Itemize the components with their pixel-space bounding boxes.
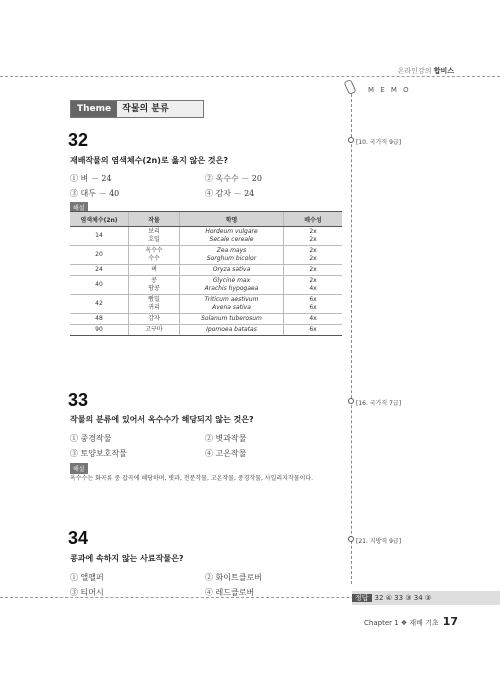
source-note-34: [21. 지방직 9급] xyxy=(356,538,402,545)
explanation-text-33: 옥수수는 화곡류 중 잡곡에 해당하며, 볏과, 전분작물, 고온작물, 중경작물, 사일리지작물이다. xyxy=(70,475,314,482)
table-row xyxy=(70,314,342,325)
ploidy-cell xyxy=(284,276,343,295)
ploidy-cell-line: 6x xyxy=(309,326,317,333)
ploidy-cell-line: 2x xyxy=(309,228,317,235)
ploidy-cell xyxy=(284,325,343,336)
ploidy-cell-line: 4x xyxy=(309,285,317,292)
source-note-32: [10. 국가직 9급] xyxy=(356,139,402,146)
table-header-row xyxy=(70,212,342,227)
ploidy-cell-line: 2x xyxy=(309,255,317,262)
scientific-name-cell xyxy=(180,227,284,246)
scientific-name-cell xyxy=(180,325,284,336)
crop-cell xyxy=(129,314,180,325)
binder-ring-icon xyxy=(343,79,356,95)
column-header: 작물 xyxy=(129,212,180,227)
question-text-32: 재배작물의 염색체수(2n)로 옳지 않은 것은? xyxy=(70,156,229,165)
ploidy-cell xyxy=(284,314,343,325)
table-row xyxy=(70,265,342,276)
scientific-name-cell xyxy=(180,276,284,295)
crop-cell-line: 고구마 xyxy=(145,326,163,333)
table-row xyxy=(70,276,342,295)
bullet-icon xyxy=(348,536,354,542)
crop-cell-line: 귀리 xyxy=(148,304,160,311)
table-row xyxy=(70,227,342,246)
option-33-3: ③ 토양보호작물 xyxy=(70,449,127,458)
theme-header xyxy=(70,100,204,118)
crop-cell xyxy=(129,246,180,265)
scientific-name-cell-line: Solanum tuberosum xyxy=(201,315,262,322)
scientific-name-cell-line: Avena sativa xyxy=(212,304,251,311)
bullet-icon xyxy=(348,137,354,143)
scientific-name-cell-line: Sorghum bicolor xyxy=(206,255,257,262)
option-34-4: ④ 레드클로버 xyxy=(205,588,255,597)
option-34-2: ② 화이트클로버 xyxy=(205,573,262,582)
question-text-34: 콩과에 속하지 않는 사료작물은? xyxy=(70,554,184,563)
top-divider xyxy=(0,76,500,77)
option-32-4: ④ 감자 － 24 xyxy=(205,189,255,198)
crop-cell xyxy=(129,295,180,314)
crop-cell-line: 콩 xyxy=(151,277,157,284)
ploidy-cell-line: 2x xyxy=(309,236,317,243)
answer-label: 정답 xyxy=(352,594,372,602)
option-33-4: ④ 고온작물 xyxy=(205,449,247,458)
question-text-33: 작물의 분류에 있어서 옥수수가 해당되지 않는 것은? xyxy=(70,415,254,424)
chromosome-count-cell: 48 xyxy=(70,314,129,325)
column-header: 염색체수(2n) xyxy=(70,212,129,227)
crop-cell-line: 보리 xyxy=(148,228,160,235)
ploidy-cell xyxy=(284,265,343,276)
chromosome-count-cell: 24 xyxy=(70,265,129,276)
ploidy-cell-line: 2x xyxy=(309,247,317,254)
option-32-2: ② 옥수수 － 20 xyxy=(205,174,262,183)
source-note-33: [16. 국가직 7급] xyxy=(356,400,402,407)
scientific-name-cell xyxy=(180,265,284,276)
chromosome-table xyxy=(70,211,342,336)
table-row xyxy=(70,295,342,314)
ploidy-cell-line: 6x xyxy=(309,304,317,311)
chromosome-count-cell: 42 xyxy=(70,295,129,314)
chromosome-count-cell: 90 xyxy=(70,325,129,336)
brand: 온라인강의 합비스 xyxy=(397,67,454,75)
crop-cell-line: 땅콩 xyxy=(148,285,160,292)
ploidy-cell-line: 6x xyxy=(309,296,317,303)
scientific-name-cell xyxy=(180,314,284,325)
scientific-name-cell xyxy=(180,295,284,314)
memo-label: M E M O xyxy=(368,86,411,94)
column-header: 배수성 xyxy=(284,212,343,227)
question-number-34: 34 xyxy=(68,528,89,548)
scientific-name-cell-line: Secale cereale xyxy=(209,236,254,243)
option-32-3: ③ 대두 － 40 xyxy=(70,189,120,198)
chromosome-count-cell: 14 xyxy=(70,227,129,246)
theme-badge: Theme xyxy=(71,101,117,117)
theme-title: 작물의 분류 xyxy=(122,104,169,114)
question-number-33: 33 xyxy=(68,390,89,410)
chromosome-count-cell: 20 xyxy=(70,246,129,265)
option-33-1: ① 중경작물 xyxy=(70,434,112,443)
ploidy-cell xyxy=(284,246,343,265)
crop-cell xyxy=(129,325,180,336)
explanation-label-33: 해설 xyxy=(70,463,88,474)
scientific-name-cell-line: Hordeum vulgare xyxy=(205,228,258,235)
column-header: 학명 xyxy=(180,212,284,227)
crop-cell-line: 호밀 xyxy=(148,236,160,243)
option-34-1: ① 앨팰퍼 xyxy=(70,573,104,582)
ploidy-cell-line: 4x xyxy=(309,315,317,322)
crop-cell-line: 빵밀 xyxy=(148,296,160,303)
crop-cell-line: 감자 xyxy=(148,315,160,322)
crop-cell-line: 옥수수 xyxy=(145,247,163,254)
scientific-name-cell-line: Glycine max xyxy=(212,277,251,284)
option-32-1: ① 벼 － 24 xyxy=(70,174,112,183)
table-row xyxy=(70,325,342,336)
scientific-name-cell-line: Arachis hypogaea xyxy=(204,285,259,292)
chromosome-count-cell: 40 xyxy=(70,276,129,295)
crop-cell-line: 수수 xyxy=(148,255,160,262)
ploidy-cell-line: 2x xyxy=(309,266,317,273)
explanation-label-32: 해설 xyxy=(70,202,88,213)
answer-text: 32 ④ 33 ③ 34 ③ xyxy=(374,594,432,602)
ploidy-cell xyxy=(284,227,343,246)
scientific-name-cell-line: Triticum aestivum xyxy=(204,296,259,303)
page-footer xyxy=(364,615,458,628)
memo-spine xyxy=(351,94,352,584)
bullet-icon xyxy=(348,398,354,404)
answer-bar xyxy=(352,591,500,605)
scientific-name-cell-line: Oryza sativa xyxy=(212,266,251,273)
crop-cell xyxy=(129,265,180,276)
chapter-label: Chapter 1 ❖ 재배 기초 xyxy=(364,619,439,627)
page-number: 17 xyxy=(442,615,458,628)
table-row xyxy=(70,246,342,265)
scientific-name-cell-line: Zea mays xyxy=(216,247,247,254)
scientific-name-cell-line: Ipomoea batatas xyxy=(206,326,257,333)
option-34-3: ③ 티머시 xyxy=(70,588,104,597)
question-number-32: 32 xyxy=(68,130,89,150)
crop-cell-line: 벼 xyxy=(151,266,157,273)
brand-name: 합비스 xyxy=(433,67,454,75)
ploidy-cell xyxy=(284,295,343,314)
crop-cell xyxy=(129,276,180,295)
option-33-2: ② 볏과작물 xyxy=(205,434,247,443)
scientific-name-cell xyxy=(180,246,284,265)
crop-cell xyxy=(129,227,180,246)
ploidy-cell-line: 2x xyxy=(309,277,317,284)
